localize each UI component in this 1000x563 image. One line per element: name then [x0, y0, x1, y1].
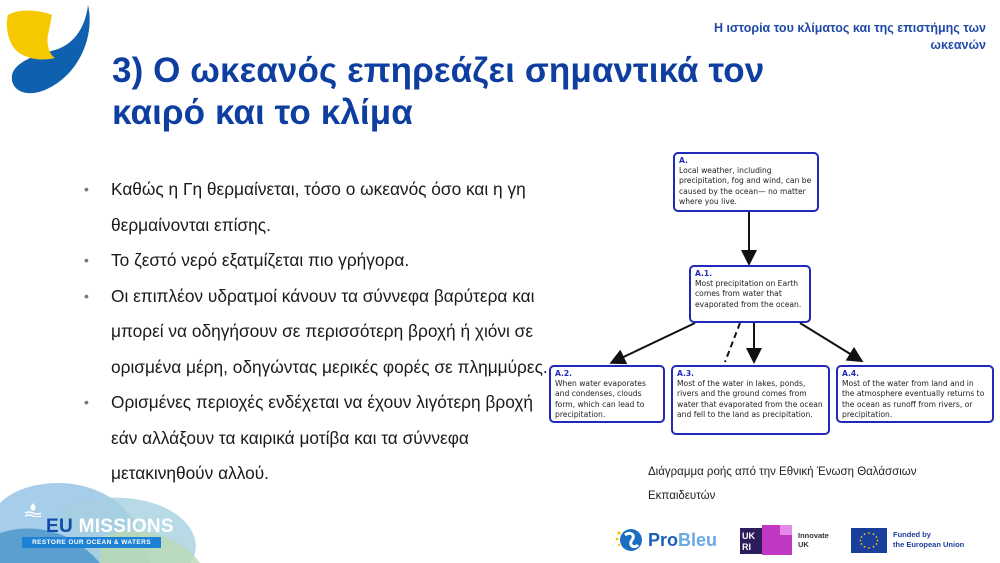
diagram-box-a4: A.4. Most of the water from land and in the atmosphere eventually returns to the ocean as runoff from rivers, or precipitation.	[836, 365, 994, 423]
svg-text:RI: RI	[742, 542, 751, 552]
eu-flag-icon	[851, 528, 887, 553]
diagram-box-a2: A.2. When water evaporates and condenses, clouds form, which can lead to precipitation.	[549, 365, 665, 423]
eu-missions-logo: EU MISSIONS	[46, 516, 174, 537]
diagram-box-a3: A.3. Most of the water in lakes, ponds, rivers and the ground comes from water that evaporated from the ocean and fell to the land as precipitation.	[671, 365, 830, 435]
bullet-item: • Ορισμένες περιοχές ενδέχεται να έχουν λιγότερη βροχή εάν αλλάξουν τα καιρικά μοτίβα και τα σύννεφα μετακινηθούν αλλού.	[84, 385, 554, 492]
bullet-icon: •	[84, 181, 89, 197]
presentation-subtitle: Η ιστορία του κλίματος και της επιστήμης των ωκεανών	[713, 21, 986, 52]
diagram-box-a1: A.1. Most precipitation on Earth comes from water that evaporated from the ocean.	[689, 265, 811, 323]
eu-funding-logo: Funded by the European Union	[851, 522, 964, 558]
bullet-item: • Το ζεστό νερό εξατμίζεται πιο γρήγορα.	[84, 243, 554, 279]
flow-diagram	[545, 148, 1000, 443]
diagram-caption: Διάγραμμα ροής από την Εθνική Ένωση Θαλάσσιων Εκπαιδευτών	[648, 466, 917, 502]
bullet-icon: •	[84, 394, 89, 410]
diagram-box-a: A. Local weather, including precipitation, fog and wind, can be caused by the ocean— no matter where you live.	[673, 152, 819, 212]
bullet-item: • Οι επιπλέον υδρατμοί κάνουν τα σύννεφα βαρύτερα και μπορεί να οδηγήσουν σε περισσότερη βροχή ή χιόνι σε ορισμένα μέρη, οδηγώντας μερικές φορές σε πλημμύρες.	[84, 279, 554, 386]
eu-missions-tagline: RESTORE OUR OCEAN & WATERS	[22, 537, 161, 548]
ukri-icon	[740, 525, 792, 555]
bullet-icon: •	[84, 287, 89, 304]
bullet-item: • Καθώς η Γη θερμαίνεται, τόσο ο ωκεανός όσο και η γη θερμαίνονται επίσης.	[84, 172, 554, 243]
svg-text:UK: UK	[742, 531, 755, 541]
organization-logo-icon	[0, 0, 100, 100]
bullet-list	[84, 172, 554, 492]
probleu-logo: ProBleu	[614, 522, 717, 558]
ukri-logo: UK RI Innovate UK	[740, 522, 829, 558]
bullet-icon: •	[84, 252, 89, 268]
probleu-icon	[614, 525, 644, 555]
page-title: 3) Ο ωκεανός επηρεάζει σημαντικά τον καιρό και το κλίμα	[112, 51, 765, 132]
water-drop-icon	[24, 503, 42, 517]
